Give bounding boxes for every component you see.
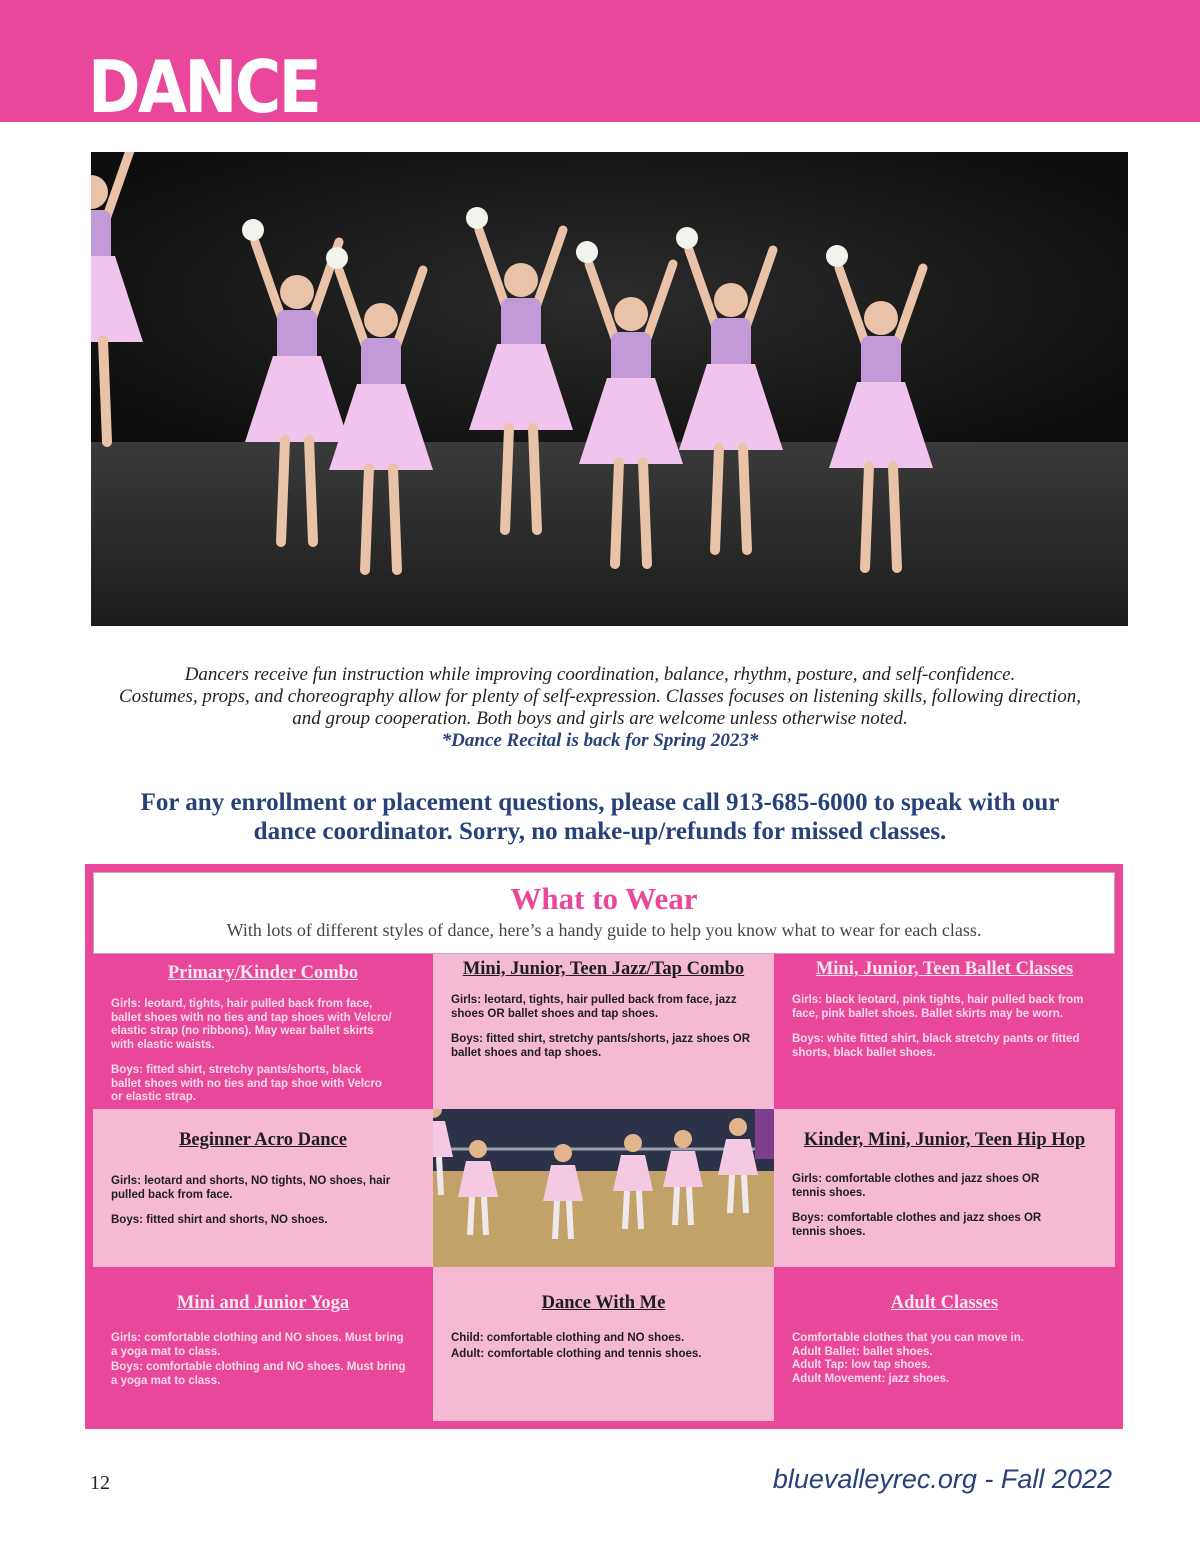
guide-subtitle: With lots of different styles of dance, here’s a handy guide to help you know what to wear for each class.: [226, 920, 982, 940]
cell-boys-text: Boys: fitted shirt, stretchy pants/shorts, black ballet shoes with no ties and tap shoe with Velcro or elastic strap.: [111, 1064, 382, 1103]
cell-hip-hop: [774, 1109, 1115, 1267]
page-number: 12: [90, 1472, 110, 1494]
cell-title: Mini, Junior, Teen Jazz/Tap Combo: [462, 959, 745, 979]
enrollment-line-1: For any enrollment or placement questions, please call 913-685-6000 to speak with our: [140, 789, 1060, 816]
cell-girls-text: Girls: leotard, tights, hair pulled back from face, jazz shoes OR ballet shoes and tap shoes.: [451, 994, 737, 1020]
cell-boys-text: Boys: comfortable clothes and jazz shoes OR tennis shoes.: [792, 1212, 1042, 1238]
cell-title: Primary/Kinder Combo: [167, 963, 359, 983]
cell-boys-text: Boys: white fitted shirt, black stretchy pants or fitted shorts, black ballet shoes.: [792, 1033, 1080, 1059]
cell-dance-with-me: [433, 1267, 774, 1421]
enrollment-line-2: dance coordinator. Sorry, no make-up/refunds for missed classes.: [253, 818, 947, 845]
cell-boys-text: Boys: fitted shirt, stretchy pants/shorts, jazz shoes OR ballet shoes and tap shoes.: [451, 1033, 751, 1059]
cell-child-text: Child: comfortable clothing and NO shoes.: [451, 1332, 685, 1344]
cell-title: Beginner Acro Dance: [179, 1130, 347, 1150]
cell-title: Dance With Me: [541, 1293, 666, 1313]
cell-jazz-tap-combo: [433, 954, 774, 1109]
intro-paragraph: [100, 664, 1100, 752]
intro-line-3: and group cooperation. Both boys and girls are welcome unless otherwise noted.: [292, 708, 908, 729]
recital-notice: *Dance Recital is back for Spring 2023*: [441, 730, 759, 751]
footer-site-link[interactable]: bluevalleyrec.org - Fall 2022: [772, 1464, 1112, 1494]
page-title: DANCE: [88, 45, 320, 129]
cell-yoga: [93, 1267, 433, 1421]
cell-adult-classes: [774, 1267, 1115, 1421]
cell-title: Kinder, Mini, Junior, Teen Hip Hop: [803, 1130, 1086, 1150]
kids-illustration: [433, 1109, 774, 1267]
what-to-wear-guide: [85, 864, 1123, 1429]
cell-girls-text: Girls: leotard, tights, hair pulled back from face, ballet shoes with no ties and tap shoes with Velcro/ elastic strap (no ribbons). May wear ballet skirts with elastic waists.: [111, 998, 392, 1051]
cell-boys-text: Boys: comfortable clothing and NO shoes. Must bring a yoga mat to class.: [111, 1361, 406, 1387]
cell-girls-text: Girls: leotard and shorts, NO tights, NO shoes, hair pulled back from face.: [111, 1175, 391, 1201]
guide-header: [93, 872, 1115, 954]
cell-title: Adult Classes: [890, 1293, 999, 1313]
cell-ballet-classes: [774, 954, 1115, 1109]
cell-adult-text: Adult: comfortable clothing and tennis shoes.: [451, 1347, 702, 1360]
cell-girls-text: Girls: comfortable clothing and NO shoes. Must bring a yoga mat to class.: [111, 1332, 404, 1358]
enrollment-notice: [90, 788, 1110, 846]
cell-girls-text: Girls: comfortable clothes and jazz shoes OR tennis shoes.: [792, 1173, 1040, 1199]
cell-title: Mini, Junior, Teen Ballet Classes: [815, 959, 1074, 979]
guide-title: What to Wear: [510, 881, 698, 916]
intro-line-1: Dancers receive fun instruction while improving coordination, balance, rhythm, posture, and self-confidence.: [184, 664, 1016, 685]
cell-boys-text: Boys: fitted shirt and shorts, NO shoes.: [111, 1214, 328, 1226]
cell-girls-text: Girls: black leotard, pink tights, hair pulled back from face, pink ballet shoes. Ballet skirts may be worn.: [792, 994, 1084, 1020]
recital-photo: [91, 152, 1128, 626]
dancers-illustration: [91, 152, 1128, 626]
cell-primary-kinder-combo: [93, 954, 433, 1109]
cell-title: Mini and Junior Yoga: [176, 1293, 350, 1313]
cell-adult-text: Comfortable clothes that you can move in. Adult Ballet: ballet shoes. Adult Tap: low tap shoes. Adult Movement: jazz shoes.: [792, 1332, 1024, 1385]
cell-beginner-acro: [93, 1109, 433, 1267]
intro-line-2: Costumes, props, and choreography allow for plenty of self-expression. Classes focuses on listening skills, following direction,: [119, 686, 1081, 707]
kids-class-photo: [433, 1109, 774, 1267]
